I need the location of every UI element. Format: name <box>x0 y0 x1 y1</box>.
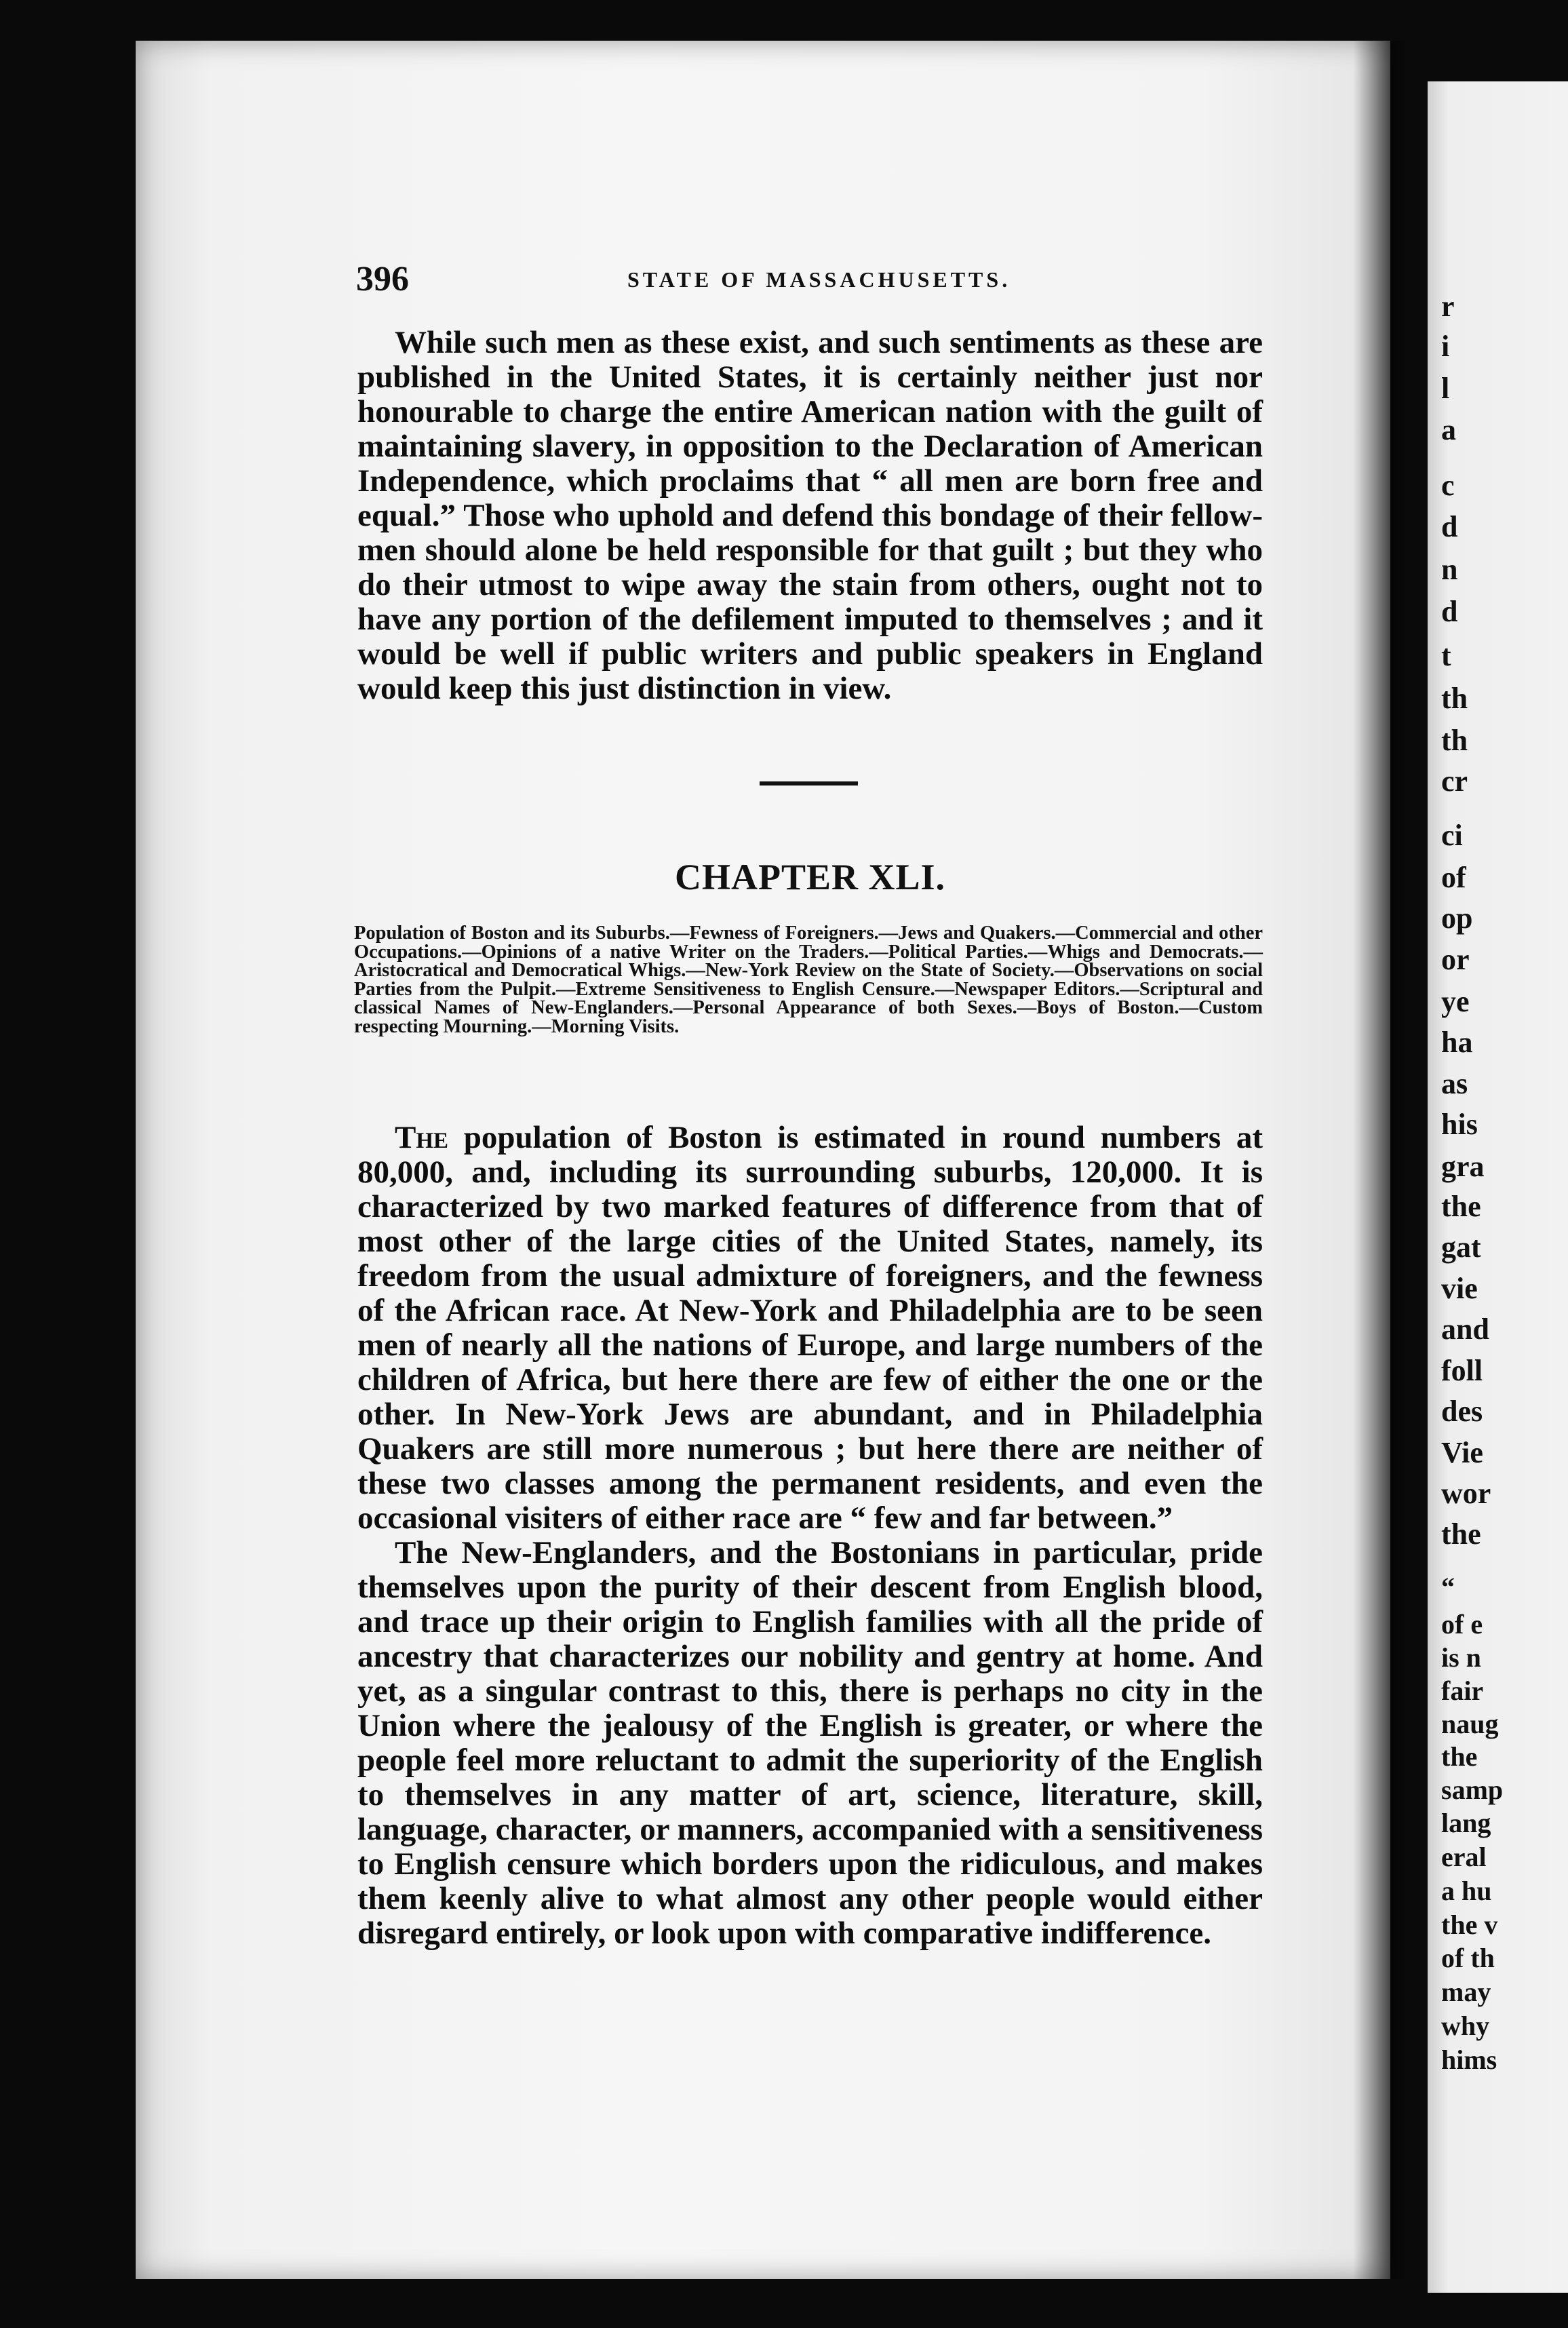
paragraph-2 <box>357 1536 1263 1951</box>
facing-page-fragment: l <box>1441 372 1450 405</box>
chapter-body <box>357 1121 1263 1951</box>
chapter-summary: Population of Boston and its Suburbs.—Fewness of Foreigners.—Jews and Quakers.—Commercial and other Occupations.—Opinions of a native Writer on the Traders.—Political Parties.—Whigs and Democrats.—Aristocratical and Democratical Whigs.—New-York Review on the State of Society.—Observations on social Parties from the Pulpit.—Extreme Sensitiveness to English Censure.—Newspaper Editors.—Scriptural and classical Names of New-Englanders.—Personal Appearance of both Sexes.—Boys of Boston.—Custom respecting Mourning.—Morning Visits. <box>354 923 1263 1037</box>
facing-page-fragment: r <box>1441 290 1455 323</box>
facing-page-fragment: gra <box>1441 1150 1485 1183</box>
facing-page-fragment: may <box>1441 1977 1491 2007</box>
facing-page-fragment: why <box>1441 2011 1490 2041</box>
facing-page-fragment: “ <box>1441 1572 1455 1602</box>
facing-page-fragment: a <box>1441 413 1456 446</box>
facing-page-fragment: samp <box>1441 1774 1504 1805</box>
facing-page-fragment: th <box>1441 682 1468 715</box>
facing-page-fragment: n <box>1441 553 1458 586</box>
facing-page-fragment: foll <box>1441 1354 1483 1387</box>
facing-page-fragment: fair <box>1441 1675 1484 1706</box>
facing-page-fragment: eral <box>1441 1842 1487 1872</box>
facing-page-fragment: cr <box>1441 764 1468 798</box>
chapter-title: CHAPTER XLI. <box>674 857 946 897</box>
facing-page-fragment: as <box>1441 1067 1468 1100</box>
paragraph-text: population of Boston is estimated in round numbers at 80,000, and, including its surrounding suburbs, 120,000. It is characterized by two marked features of difference from that of most other of the large cities of the United States, namely, its freedom from the usual admixture of foreigners, and the fewness of the African race. At New-York and Philadelphia are to be seen men of nearly all the nations of Europe, and large numbers of the children of Africa, but here there are few of either the one or the other. In New-York Jews are abundant, and in Philadelphia Quakers are still more numerous ; but here there are neither of these two classes among the permanent residents, and even the occasional visiters of either race are “ few and far between.” <box>357 1120 1263 1536</box>
facing-page-fragment: lang <box>1441 1808 1491 1838</box>
facing-page-fragment: vie <box>1441 1272 1478 1305</box>
page-header <box>356 259 1265 300</box>
running-title: STATE OF MASSACHUSETTS. <box>627 267 1011 292</box>
facing-page-fragment: or <box>1441 943 1470 976</box>
facing-page-fragment: d <box>1441 595 1458 628</box>
facing-page-fragment: ha <box>1441 1026 1473 1059</box>
facing-page-fragment: des <box>1441 1395 1483 1428</box>
facing-page-fragment: th <box>1441 724 1468 757</box>
facing-page-fragment: hims <box>1441 2044 1497 2075</box>
section-divider <box>760 781 858 785</box>
book-gutter-shadow <box>1353 41 1407 2279</box>
facing-page-fragment: ci <box>1441 819 1463 852</box>
facing-page-fragment: of e <box>1441 1609 1483 1640</box>
facing-page-fragment: is n <box>1441 1642 1481 1673</box>
facing-page-fragment: Vie <box>1441 1436 1483 1469</box>
facing-page-fragment: wor <box>1441 1477 1491 1510</box>
facing-page-fragment: of th <box>1441 1943 1495 1973</box>
facing-page-fragment: the v <box>1441 1909 1498 1940</box>
facing-page-fragment: op <box>1441 901 1473 935</box>
facing-page-fragment: gat <box>1441 1230 1481 1264</box>
facing-page-fragment: the <box>1441 1517 1481 1551</box>
opening-section <box>357 326 1263 706</box>
facing-page-fragment: a hu <box>1441 1876 1492 1906</box>
facing-page-fragment: his <box>1441 1108 1478 1141</box>
paragraph-lead: The <box>395 1120 449 1155</box>
facing-page-fragment: naug <box>1441 1709 1499 1739</box>
facing-page-fragment: the <box>1441 1741 1478 1772</box>
facing-page-fragment: i <box>1441 330 1450 363</box>
facing-page-fragment: d <box>1441 510 1458 543</box>
paragraph-1 <box>357 1121 1263 1536</box>
page-number: 396 <box>356 260 409 298</box>
facing-page-fragment: of <box>1441 861 1466 894</box>
facing-page-fragment: ye <box>1441 985 1470 1018</box>
paragraph-text: The New-Englanders, and the Bostonians in particular, pride themselves upon the purity of their descent from English blood, and trace up their origin to English families with all the pride of ancestry that characterizes our nobility and gentry at home. And yet, as a singular contrast to this, there is perhaps no city in the Union where the jealousy of the English is greater, or where the people feel more reluctant to admit the superiority of the English to themselves in any matter of art, science, literature, skill, language, character, or manners, accompanied with a sensitiveness to English censure which borders upon the ridiculous, and makes them keenly alive to what almost any other people would either disregard entirely, or look upon with comparative indifference. <box>357 1535 1263 1951</box>
facing-page-fragment: the <box>1441 1190 1481 1223</box>
facing-page-fragment: and <box>1441 1313 1489 1346</box>
facing-page-fragment: c <box>1441 469 1455 502</box>
facing-page-fragment: t <box>1441 639 1451 672</box>
facing-page <box>1428 81 1568 2293</box>
opening-paragraph: While such men as these exist, and such sentiments as these are published in the United States, it is certainly neither just nor honourable to charge the entire American nation with the guilt of maintaining slavery, in opposition to the Declaration of American Independence, which proclaims that “ all men are born free and equal.” Those who uphold and defend this bondage of their fellow-men should alone be held responsible for that guilt ; but they who do their utmost to wipe away the stain from others, ought not to have any portion of the defilement imputed to themselves ; and it would be well if public writers and public speakers in England would keep this just distinction in view. <box>357 325 1263 706</box>
